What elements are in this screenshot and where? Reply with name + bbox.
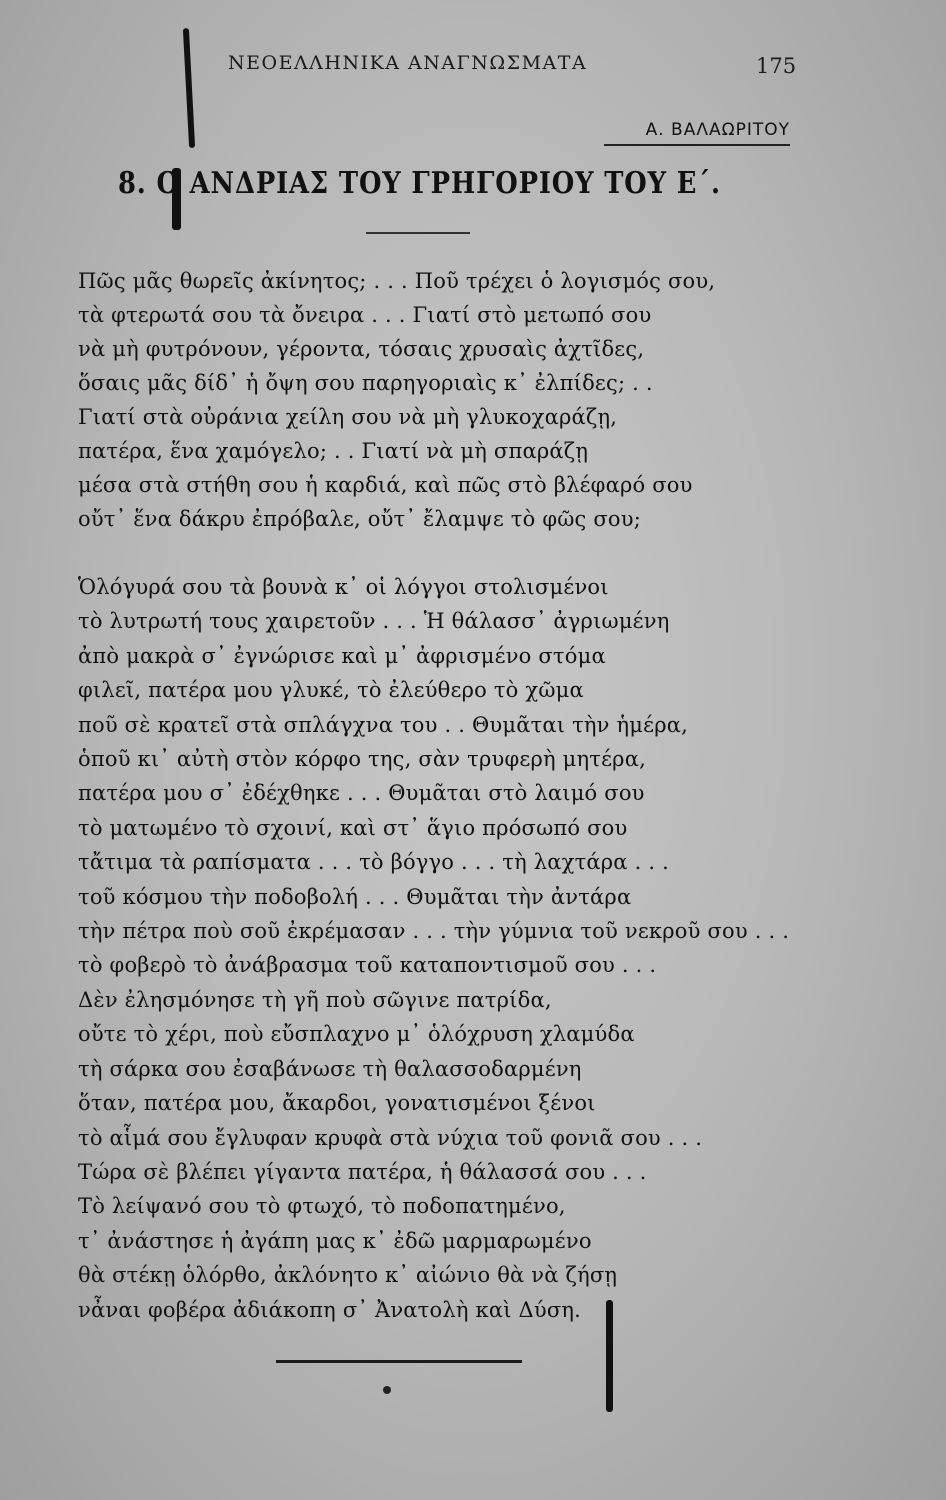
verse-line: φιλεῖ, πατέρα μου γλυκέ, τὸ ἐλεύθερο τὸ χῶμα (78, 678, 584, 703)
verse-line: θὰ στέκῃ ὁλόρθο, ἀκλόνητο κ᾽ αἰώνιο θὰ νὰ ζήσῃ (78, 1263, 618, 1288)
stanza-2 (78, 570, 798, 1327)
verse-line: τὸ φοβερὸ τὸ ἀνάβρασμα τοῦ καταποντισμοῦ σου . . . (78, 953, 657, 978)
verse-line: ποῦ σὲ κρατεῖ στὰ σπλάγχνα του . . Θυμᾶται τὴν ἡμέρα, (78, 712, 689, 737)
title-divider (366, 232, 470, 234)
verse-line: οὔτ᾽ ἕνα δάκρυ ἐπρόβαλε, οὔτ᾽ ἔλαμψε τὸ φῶς σου; (78, 507, 642, 531)
verse-line: Γιατί στὰ οὐράνια χείλη σου νὰ μὴ γλυκοχαράζῃ, (78, 405, 618, 429)
verse-line: τοῦ κόσμου τὴν ποδοβολή . . . Θυμᾶται τὴν ἀντάρα (78, 884, 632, 909)
end-divider (276, 1360, 522, 1363)
verse-line: Τὸ λείψανό σου τὸ φτωχό, τὸ ποδοπατημένο, (78, 1194, 566, 1219)
poem-title: 8. Ο ΑΝΔΡΙΑΣ ΤΟΥ ΓΡΗΓΟΡΙΟΥ ΤΟΥ Ε΄. (118, 166, 721, 201)
verse-line: Δὲν ἐλησμόνησε τὴ γῆ ποὺ σῶγινε πατρίδα, (78, 987, 552, 1012)
verse-line: μέσα στὰ στήθη σου ἡ καρδιά, καὶ πῶς στὸ βλέφαρό σου (78, 473, 693, 497)
verse-line: ἀπὸ μακρὰ σ᾽ ἐγνώρισε καὶ μ᾽ ἀφρισμένο στόμα (78, 643, 606, 668)
verse-line: τ᾽ ἀνάστησε ἡ ἀγάπη μας κ᾽ ἐδῶ μαρμαρωμένο (78, 1228, 592, 1253)
ink-stroke-top (183, 28, 195, 148)
verse-line: πατέρα μου σ᾽ ἐδέχθηκε . . . Θυμᾶται στὸ λαιμό σου (78, 781, 645, 806)
verse-line: τὸ ματωμένο τὸ σχοινί, καὶ στ᾽ ἅγιο πρόσωπό σου (78, 815, 628, 840)
verse-line: Τώρα σὲ βλέπει γίγαντα πατέρα, ἡ θάλασσά σου . . . (78, 1159, 647, 1184)
verse-line: νὰ μὴ φυτρόνουν, γέροντα, τόσαις χρυσαὶς ἀχτῖδες, (78, 337, 645, 361)
verse-line: τἄτιμα τὰ ραπίσματα . . . τὸ βόγγο . . . τὴ λαχτάρα . . . (78, 850, 669, 875)
verse-line: νἆναι φοβέρα ἀδιάκοπη σ᾽ Ἀνατολὴ καὶ Δύση. (78, 1297, 582, 1322)
verse-line: τὰ φτερωτά σου τὰ ὄνειρα . . . Γιατί στὸ μετωπό σου (78, 303, 652, 327)
verse-line: τὸ αἷμά σου ἔγλυφαν κρυφὰ στὰ νύχια τοῦ φονιᾶ σου . . . (78, 1125, 703, 1150)
end-ornament-dot (383, 1386, 391, 1394)
running-header-title: ΝΕΟΕΛΛΗΝΙΚΑ ΑΝΑΓΝΩΣΜΑΤΑ (228, 52, 588, 74)
verse-line: ὅσαις μᾶς δίδ᾽ ἡ ὄψη σου παρηγοριαὶς κ᾽ ἐλπίδες; . . (78, 371, 653, 395)
verse-line: Πῶς μᾶς θωρεῖς ἀκίνητος; . . . Ποῦ τρέχει ὁ λογισμός σου, (78, 269, 716, 293)
verse-line: τὴ σάρκα σου ἐσαβάνωσε τὴ θαλασσοδαρμένη (78, 1056, 582, 1081)
verse-line: ὁποῦ κι᾽ αὐτὴ στὸν κόρφο της, σὰν τρυφερὴ μητέρα, (78, 747, 646, 772)
verse-line: οὔτε τὸ χέρι, ποὺ εὔσπλαχνο μ᾽ ὁλόχρυση χλαμύδα (78, 1022, 635, 1047)
verse-line: ὅταν, πατέρα μου, ἄκαρδοι, γονατισμένοι ξένοι (78, 1091, 596, 1116)
verse-line: πατέρα, ἕνα χαμόγελο; . . Γιατί νὰ μὴ σπαράζῃ (78, 439, 589, 463)
author-attribution: Α. ΒΑΛΑΩΡΙΤΟΥ (604, 120, 790, 146)
page-number: 175 (756, 54, 797, 78)
verse-line: Ὁλόγυρά σου τὰ βουνὰ κ᾽ οἱ λόγγοι στολισμένοι (78, 575, 609, 599)
verse-line: τὸ λυτρωτή τους χαιρετοῦν . . . Ἡ θάλασσ᾽ ἀγριωμένη (78, 609, 670, 634)
stanza-1 (78, 264, 798, 536)
verse-line: τὴν πέτρα ποὺ σοῦ ἐκρέμασαν . . . τὴν γύμνια τοῦ νεκροῦ σου . . . (78, 919, 790, 944)
